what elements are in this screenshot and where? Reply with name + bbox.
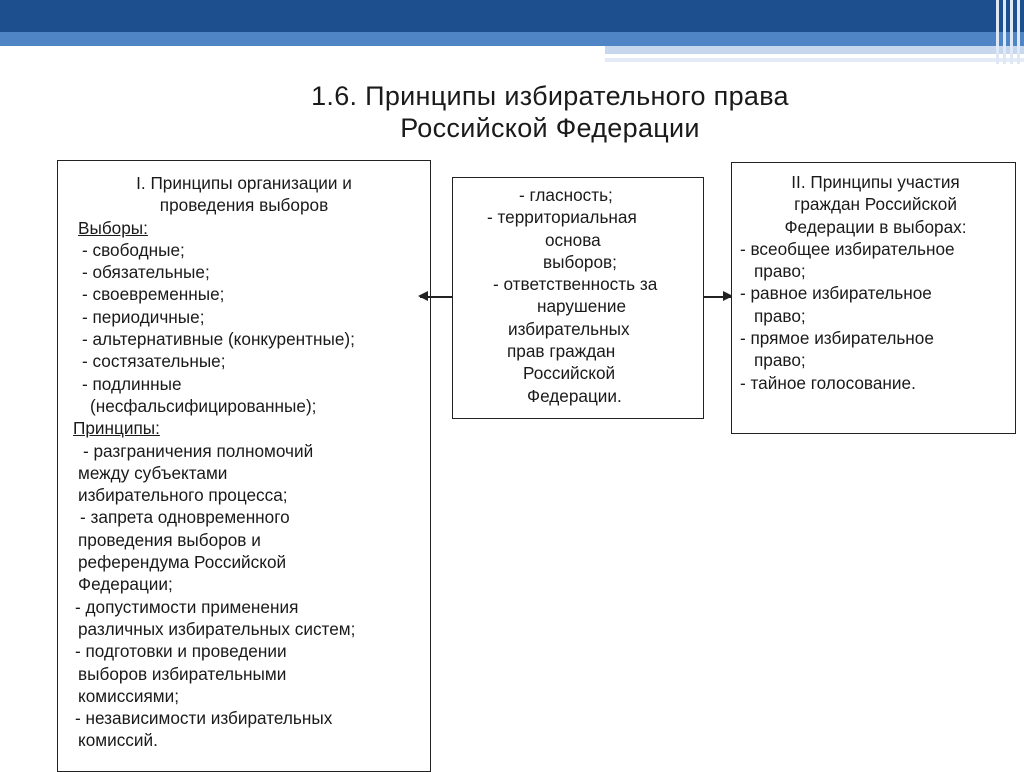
arrow-to-right-box: [704, 296, 731, 298]
list-item: - подлинные: [82, 373, 182, 394]
list-item: - обязательные;: [82, 262, 210, 283]
list-item: - разграничения полномочий: [83, 440, 314, 461]
list-item: комиссиями;: [78, 685, 179, 706]
list-item: - равное избирательное: [740, 283, 932, 304]
list-item: - периодичные;: [82, 306, 205, 327]
list-item: основа: [545, 229, 601, 250]
list-item: референдума Российской: [78, 552, 287, 573]
list-item: - гласность;: [519, 185, 613, 205]
list-item: (несфальсифицированные);: [90, 395, 317, 416]
list-item: - запрета одновременного: [80, 507, 290, 528]
banner-stripe: [1017, 0, 1020, 64]
list-item: нарушение: [537, 296, 627, 317]
left-heading-line-2: проведения выборов: [159, 195, 329, 216]
principles-label: Принципы:: [73, 418, 160, 439]
banner-pale-band: [605, 46, 1024, 54]
list-item: Российской: [523, 363, 616, 384]
arrow-left-head-icon: [418, 291, 428, 301]
banner-stripe: [1003, 0, 1006, 64]
list-item: выборов избирательными: [78, 663, 287, 684]
list-item: - всеобщее избирательное: [740, 238, 955, 259]
banner-stripe: [1010, 0, 1013, 64]
elections-label: Выборы:: [78, 217, 148, 238]
list-item: - своевременные;: [82, 284, 225, 305]
list-item: - подготовки и проведении: [75, 641, 287, 662]
list-item: - территориальная: [487, 207, 637, 228]
principles-list: [75, 440, 430, 752]
list-item: - ответственность за: [493, 274, 658, 295]
list-item: выборов;: [543, 251, 617, 272]
list-item: - состязательные;: [82, 351, 226, 372]
banner-stripe: [996, 0, 999, 64]
general-principles-box: [452, 177, 704, 419]
list-item: - тайное голосование.: [740, 372, 916, 393]
right-heading-line-3: Федерации в выборах:: [784, 216, 967, 237]
banner-faint-band: [605, 58, 1024, 62]
list-item: - альтернативные (конкурентные);: [82, 329, 355, 350]
title-line-2: Российской Федерации: [400, 113, 700, 143]
right-heading-line-2: граждан Российской: [794, 194, 957, 215]
list-item: право;: [754, 350, 806, 371]
list-item: избирательного процесса;: [78, 485, 288, 506]
left-heading-line-1: I. Принципы организации и: [136, 173, 352, 193]
right-heading-line-1: II. Принципы участия: [791, 172, 960, 192]
list-item: Федерации.: [527, 385, 622, 406]
list-item: право;: [754, 305, 806, 326]
arrow-to-left-box: [420, 296, 452, 298]
elections-list: [82, 239, 430, 417]
list-item: право;: [754, 261, 806, 282]
list-item: - свободные;: [82, 239, 185, 260]
title-line-1: 1.6. Принципы избирательного права: [311, 81, 789, 111]
page-title: [230, 80, 870, 144]
list-item: избирательных: [508, 318, 630, 339]
banner-light-band: [0, 32, 1024, 46]
banner-dark-band: [0, 0, 1024, 32]
organization-principles-box: [57, 160, 431, 772]
list-item: между субъектами: [78, 462, 228, 483]
list-item: Федерации;: [78, 574, 173, 595]
list-item: проведения выборов и: [78, 529, 261, 550]
list-item: прав граждан: [507, 341, 616, 362]
list-item: - допустимости применения: [75, 596, 299, 617]
list-item: - независимости избирательных: [75, 708, 333, 729]
list-item: - прямое избирательное: [740, 328, 934, 349]
participation-principles-box: [731, 162, 1016, 434]
list-item: комиссий.: [78, 730, 158, 751]
list-item: различных избирательных систем;: [78, 618, 356, 639]
header-banner: [0, 0, 1024, 70]
